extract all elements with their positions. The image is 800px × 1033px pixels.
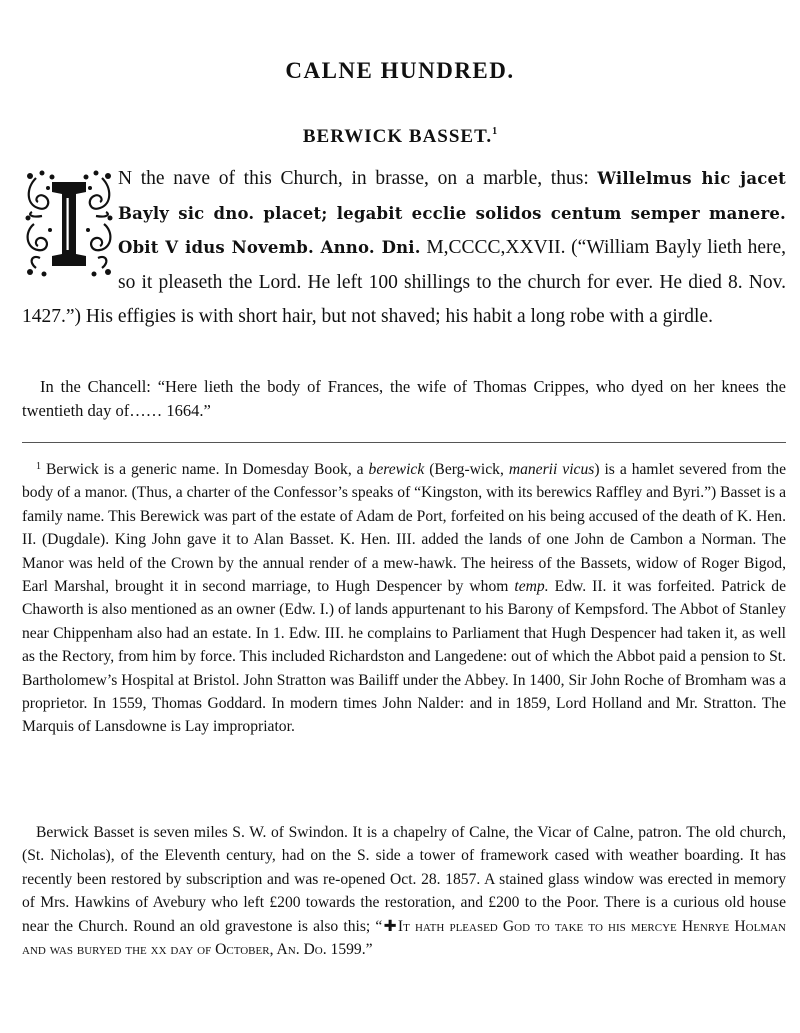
footnote-text: 1599.”	[326, 941, 373, 959]
main-paragraph-rest: M,CCCC,XXVII. (“William Bayly lieth here, so it pleaseth the Lord. He left 100 shillings to the church for ever. He died 8. Nov. 1427.”) His effigies is with short hair, but not shaved; his habit a long robe with a girdle.	[22, 237, 786, 327]
footnote-italic-term: temp.	[514, 578, 549, 596]
footnote-text: ) is a hamlet severed from the body of a manor. (Thus, a charter of the Confessor’s speaks of “Kingston, with its berewics Raffley and Byri.”) Basset is a family name. This Berewick was part of the estate of Adam de Port, forfeited on his being accused of the death of K. Hen. II. (Dugdale). King John gave it to Alan Basset. K. Hen. III. added the lands of one John de Cambon a Norman. The Manor was held of the Crown by the annual render of a mew-hawk. The heiress of the Bassets, widow of Roger Bigod, Earl Marshal, brought it in second marriage, to Hugh Despencer by whom	[22, 461, 786, 596]
footnote-text: (Berg-wick,	[424, 461, 509, 478]
drop-cap-spacer	[22, 162, 118, 292]
footnote-italic-term: berewick	[368, 461, 425, 478]
footnote-text: Berwick Basset is seven miles S. W. of Swindon. It is a chapelry of Calne, the Vicar of Calne, patron. The old church, (St. Nicholas), of the Eleventh century, had on the S. side a tower of framework cased with weather boarding. It has recently been restored by subscription and was re-opened Oct. 28. 1857. A stained glass window was erected in memory of Mrs. Hawkins of Avebury who left £200 towards the restoration, and £200 to the Poor. There is a curious old house near the Church. Round an old gravestone is also this; “	[22, 824, 786, 935]
footnote-text: Edw. II. it was forfeited. Patrick de Chaworth is also mentioned as an owner (Edw. I.) of lands appurtenant to his Barony of Kempsford. The Abbot of Stanley near Chippenham also had an estate. In 1. Edw. III. he complains to Parliament that Hugh Despencer had taken it, as well as the Rectory, from him by force. This included Richardston and Langedene: out of which the Abbot paid a pension to St. Bartholomew’s Hospital at Bristol. John Stratton was Bailiff under the Abbey. In 1400, Sir John Roche of Bromham was a proprietor. In 1559, Thomas Goddard. In modern times John Nalder: and in 1859, Lord Holland and Mr. Stratton. The Marquis of Lansdowne is Lay impropriator.	[22, 578, 786, 736]
footnote-italic-term: manerii vicus	[508, 461, 595, 478]
footnote-divider	[22, 442, 786, 443]
footnote-marker: 1	[36, 461, 41, 472]
footnote-paragraph	[22, 455, 786, 739]
footnote-text: Berwick is a generic name. In Domesday Book, a	[41, 461, 369, 478]
footnote-paragraph-second	[22, 821, 786, 961]
gothic-inscription: Willelmus hic jacet Bayly sic dno. placet; legabit ecclie solidos centum semper manere. Obit V idus Novemb. Anno. Dni.	[118, 169, 787, 257]
main-paragraph-intro: N the nave of this Church, in brasse, on a marble, thus:	[118, 168, 598, 189]
page-title: CALNE HUNDRED.	[285, 58, 515, 83]
section-title-text: BERWICK BASSET.	[302, 126, 493, 147]
cross-symbol: ✚	[382, 917, 398, 935]
footnote-reference: 1	[492, 126, 498, 137]
section-title	[0, 126, 800, 148]
gravestone-inscription: It hath pleased God to take to his mercye Henrye Holman and was buryed the xx day of October, An. Do.	[22, 917, 786, 959]
chancel-paragraph: In the Chancell: “Here lieth the body of Frances, the wife of Thomas Crippes, who dyed on her knees the twentieth day of…… 1664.”	[22, 377, 786, 420]
main-paragraph	[22, 162, 786, 335]
